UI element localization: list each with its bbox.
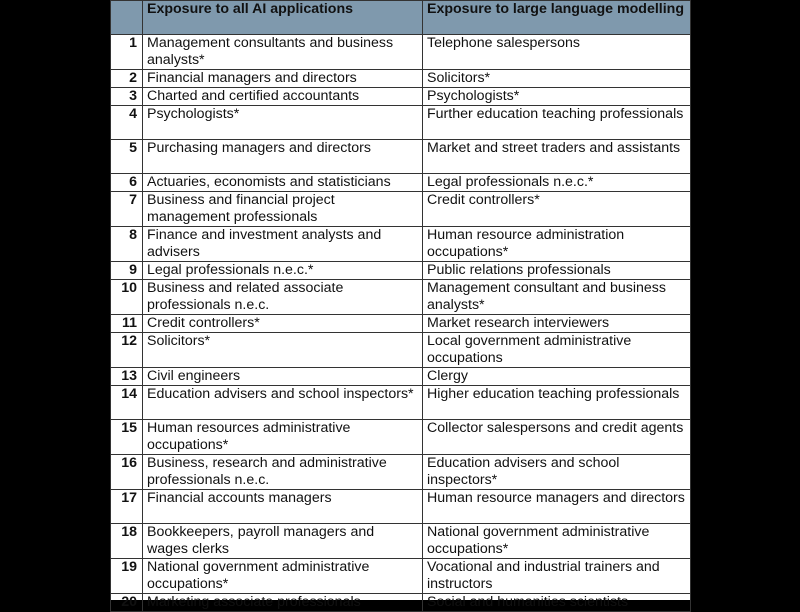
table-row [111,35,691,70]
rank-cell: 15 [111,420,143,455]
rank-cell: 16 [111,455,143,490]
table-row [111,559,691,594]
rank-cell: 3 [111,88,143,106]
all-ai-cell: Business and related associate professionals n.e.c. [143,280,423,315]
llm-cell: Credit controllers* [423,192,691,227]
llm-cell: Market research interviewers [423,315,691,333]
table-row [111,88,691,106]
all-ai-cell: Financial accounts managers [143,490,423,524]
all-ai-cell: Charted and certified accountants [143,88,423,106]
llm-cell: Collector salespersons and credit agents [423,420,691,455]
llm-cell: Management consultant and business analysts* [423,280,691,315]
table-row [111,280,691,315]
llm-cell: Clergy [423,368,691,386]
table-row [111,227,691,262]
table-body [111,35,691,612]
llm-cell: Human resource administration occupations* [423,227,691,262]
llm-cell: Legal professionals n.e.c.* [423,174,691,192]
llm-cell: Psychologists* [423,88,691,106]
llm-cell: Further education teaching professionals [423,106,691,140]
table-row [111,106,691,140]
all-ai-cell: Legal professionals n.e.c.* [143,262,423,280]
all-ai-cell: Business, research and administrative professionals n.e.c. [143,455,423,490]
table-row [111,262,691,280]
rank-cell: 1 [111,35,143,70]
table-row [111,455,691,490]
table-row [111,70,691,88]
llm-cell: Higher education teaching professionals [423,386,691,420]
rank-cell: 8 [111,227,143,262]
llm-cell: National government administrative occupations* [423,524,691,559]
all-ai-cell: Civil engineers [143,368,423,386]
llm-cell: Education advisers and school inspectors* [423,455,691,490]
all-ai-cell: Financial managers and directors [143,70,423,88]
all-ai-cell: Marketing associate professionals [143,594,423,612]
table-row [111,333,691,368]
rank-cell: 5 [111,140,143,174]
table-row [111,140,691,174]
rank-cell: 20 [111,594,143,612]
all-ai-cell: Solicitors* [143,333,423,368]
llm-cell: Solicitors* [423,70,691,88]
all-ai-cell: Management consultants and business analysts* [143,35,423,70]
rank-cell: 19 [111,559,143,594]
llm-cell: Market and street traders and assistants [423,140,691,174]
llm-cell: Public relations professionals [423,262,691,280]
table-row [111,192,691,227]
llm-cell: Local government administrative occupations [423,333,691,368]
rank-cell: 2 [111,70,143,88]
all-ai-cell: Human resources administrative occupations* [143,420,423,455]
all-ai-cell: Bookkeepers, payroll managers and wages clerks [143,524,423,559]
header-all-ai: Exposure to all AI applications [143,1,423,35]
llm-cell: Social and humanities scientists [423,594,691,612]
rank-cell: 14 [111,386,143,420]
rank-cell: 6 [111,174,143,192]
header-llm: Exposure to large language modelling [423,1,691,35]
all-ai-cell: Finance and investment analysts and advisers [143,227,423,262]
all-ai-cell: Credit controllers* [143,315,423,333]
table-row [111,174,691,192]
rank-cell: 7 [111,192,143,227]
header-row [111,1,691,35]
table-row [111,315,691,333]
rank-cell: 9 [111,262,143,280]
rank-cell: 10 [111,280,143,315]
table-row [111,490,691,524]
rank-cell: 12 [111,333,143,368]
table-row [111,420,691,455]
rank-cell: 13 [111,368,143,386]
rank-cell: 18 [111,524,143,559]
llm-cell: Human resource managers and directors [423,490,691,524]
all-ai-cell: Actuaries, economists and statisticians [143,174,423,192]
all-ai-cell: Education advisers and school inspectors* [143,386,423,420]
header-rank [111,1,143,35]
all-ai-cell: National government administrative occupations* [143,559,423,594]
all-ai-cell: Psychologists* [143,106,423,140]
table-row [111,594,691,612]
document-page [110,0,690,610]
all-ai-cell: Purchasing managers and directors [143,140,423,174]
table-row [111,524,691,559]
llm-cell: Vocational and industrial trainers and instructors [423,559,691,594]
rank-cell: 17 [111,490,143,524]
all-ai-cell: Business and financial project management professionals [143,192,423,227]
rank-cell: 4 [111,106,143,140]
rank-cell: 11 [111,315,143,333]
table-row [111,386,691,420]
table-row [111,368,691,386]
exposure-table [110,0,691,612]
llm-cell: Telephone salespersons [423,35,691,70]
